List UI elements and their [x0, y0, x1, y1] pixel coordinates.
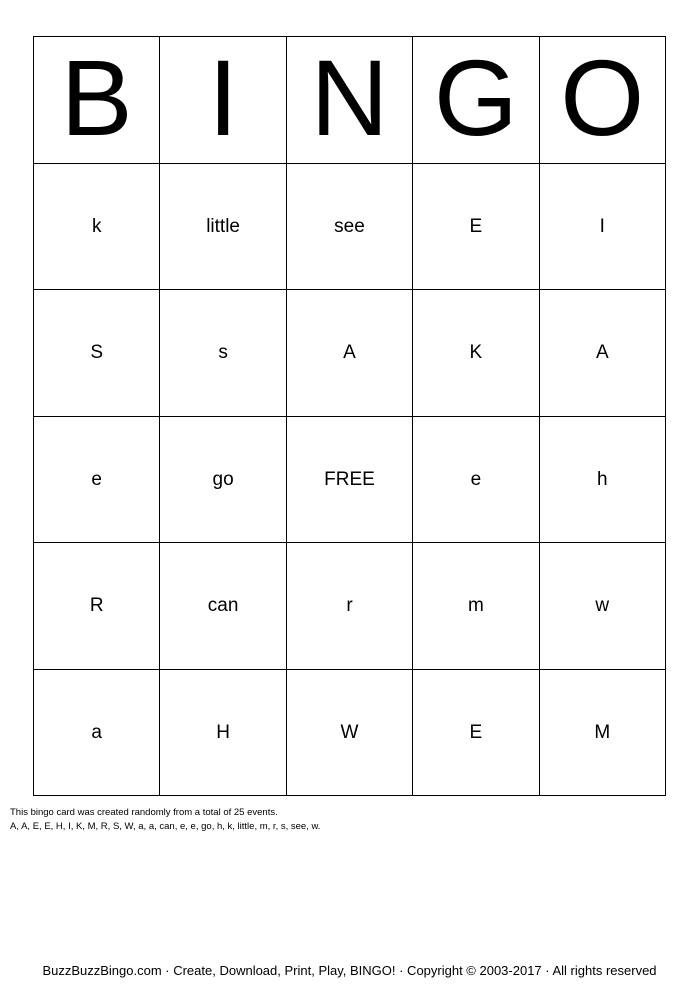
bingo-cell-r4-c5: w — [540, 543, 666, 670]
bingo-card — [33, 36, 666, 796]
bingo-cell-r1-c1: k — [34, 164, 160, 291]
bingo-cell-r2-c3: A — [287, 290, 413, 417]
caption-event-list: A, A, E, E, H, I, K, M, R, S, W, a, a, can, e, e, go, h, k, little, m, r, s, see, w. — [10, 821, 321, 832]
header-letter-n: N — [287, 37, 413, 164]
bingo-cell-r1-c3: see — [287, 164, 413, 291]
bingo-cell-r3-c1: e — [34, 417, 160, 544]
card-caption — [10, 806, 320, 834]
bingo-cell-r2-c2: s — [160, 290, 286, 417]
bingo-cell-r5-c3: W — [287, 670, 413, 797]
bingo-cell-r1-c4: E — [413, 164, 539, 291]
free-space-cell: FREE — [287, 417, 413, 544]
bingo-cell-r1-c2: little — [160, 164, 286, 291]
bingo-cell-r5-c2: H — [160, 670, 286, 797]
header-letter-b: B — [34, 37, 160, 164]
page-footer: BuzzBuzzBingo.com · Create, Download, Print, Play, BINGO! · Copyright © 2003-2017 · All rights reserved — [42, 963, 657, 978]
bingo-cell-r4-c1: R — [34, 543, 160, 670]
bingo-cell-r4-c2: can — [160, 543, 286, 670]
bingo-cell-r5-c4: E — [413, 670, 539, 797]
header-letter-o: O — [540, 37, 666, 164]
bingo-cell-r1-c5: I — [540, 164, 666, 291]
caption-summary: This bingo card was created randomly from a total of 25 events. — [10, 807, 278, 818]
bingo-cell-r2-c4: K — [413, 290, 539, 417]
bingo-cell-r2-c5: A — [540, 290, 666, 417]
bingo-cell-r3-c4: e — [413, 417, 539, 544]
bingo-cell-r3-c2: go — [160, 417, 286, 544]
bingo-cell-r5-c1: a — [34, 670, 160, 797]
bingo-cell-r4-c4: m — [413, 543, 539, 670]
header-letter-g: G — [413, 37, 539, 164]
header-letter-i: I — [160, 37, 286, 164]
bingo-cell-r4-c3: r — [287, 543, 413, 670]
bingo-cell-r2-c1: S — [34, 290, 160, 417]
bingo-cell-r3-c5: h — [540, 417, 666, 544]
bingo-cell-r5-c5: M — [540, 670, 666, 797]
